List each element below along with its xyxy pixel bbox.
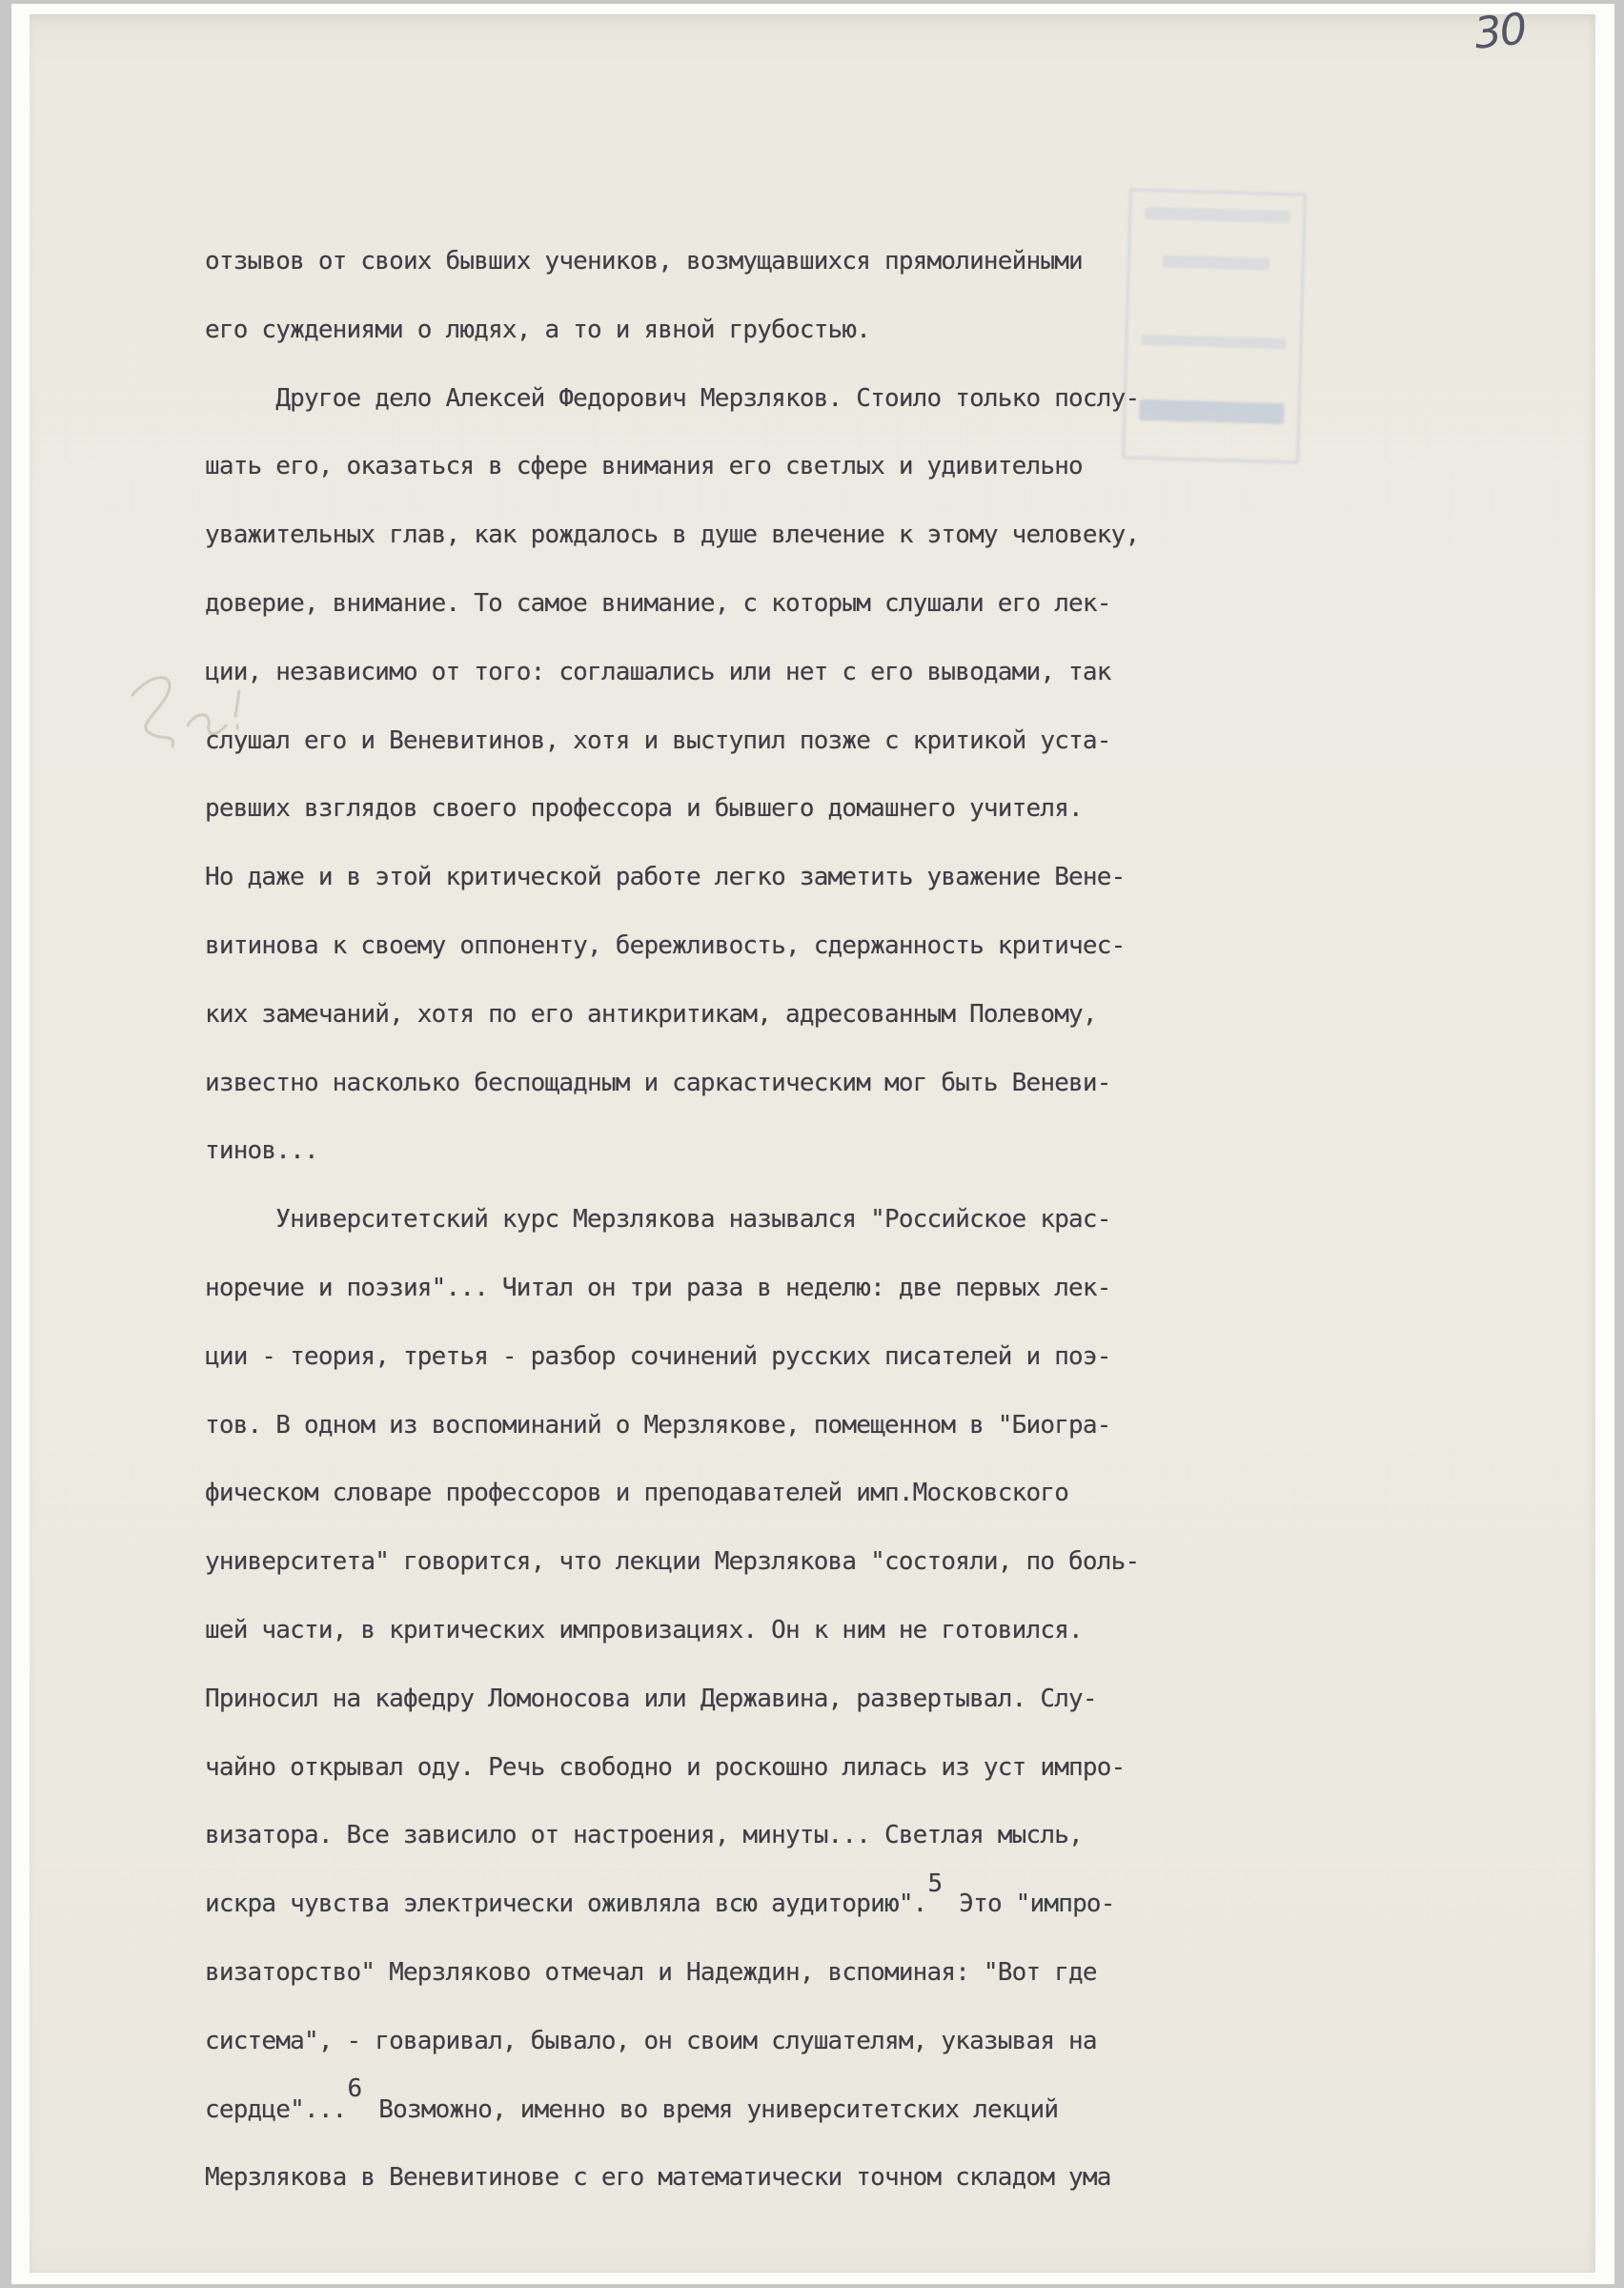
- text-line: норечие и поэзия"... Читал он три раза в неделю: две первых лек-: [205, 1273, 1111, 1302]
- text-line: известно насколько беспощадным и саркастическим мог быть Веневи-: [205, 1068, 1111, 1097]
- text-line: ции, независимо от того: соглашались или нет с его выводами, так: [205, 657, 1111, 686]
- page-number: 30: [1472, 3, 1528, 59]
- text-line: Мерзлякова в Веневитинове с его математически точном складом ума: [205, 2163, 1111, 2193]
- text-line: система", - говаривал, бывало, он своим слушателям, указывая на: [205, 2026, 1097, 2055]
- text-line: тинов...: [205, 1136, 318, 1166]
- text-line: визаторство" Мерзляково отмечал и Надеждин, вспоминая: "Вот где: [205, 1957, 1097, 1987]
- text-line: сердце"...6 Возможно, именно во время университетских лекций: [205, 2074, 1059, 2124]
- text-line: ревших взглядов своего профессора и бывшего домашнего учителя.: [205, 794, 1083, 824]
- archive-stamp: [1122, 188, 1307, 463]
- text-line: ких замечаний, хотя по его антикритикам, адресованным Полевому,: [205, 999, 1097, 1029]
- text-line: университета" говорится, что лекции Мерзлякова "состояли, по боль-: [205, 1547, 1140, 1577]
- text-line: слушал его и Веневитинов, хотя и выступил позже с критикой уста-: [205, 725, 1111, 755]
- text-line: тов. В одном из воспоминаний о Мерзлякове, помещенном в "Биогра-: [205, 1410, 1111, 1440]
- stamp-line: [1141, 335, 1286, 349]
- footnote-marker: 5: [927, 1869, 943, 1898]
- text-line: Приносил на кафедру Ломоносова или Державина, развертывал. Слу-: [205, 1684, 1097, 1713]
- text-line: его суждениями о людях, а то и явной грубостью.: [205, 315, 871, 344]
- text-line: искра чувства электрически оживляла всю аудиторию".5 Это "импро-: [205, 1869, 1115, 1919]
- text-line: Университетский курс Мерзлякова назывался "Российское крас-: [205, 1205, 1111, 1235]
- text-line: ции - теория, третья - разбор сочинений русских писателей и поэ-: [205, 1341, 1111, 1371]
- typewritten-text: [205, 228, 1140, 2213]
- text-line: уважительных глав, как рождалось в душе влечение к этому человеку,: [205, 521, 1140, 550]
- text-line: чайно открывал оду. Речь свободно и роскошно лилась из уст импро-: [205, 1752, 1126, 1782]
- text-line: визатора. Все зависило от настроения, минуты... Светлая мысль,: [205, 1821, 1083, 1850]
- text-line: Другое дело Алексей Федорович Мерзляков. Стоило только послу-: [205, 383, 1140, 413]
- footnote-marker: 6: [347, 2074, 362, 2104]
- stamp-line: [1145, 207, 1289, 223]
- text-line: отзывов от своих бывших учеников, возмущавшихся прямолинейными: [205, 247, 1083, 276]
- stamp-line: [1163, 255, 1269, 270]
- paper-sheet: [30, 14, 1595, 2273]
- text-line: шать его, оказаться в сфере внимания его светлых и удивительно: [205, 452, 1083, 481]
- stamp-line: [1139, 399, 1285, 424]
- text-line: доверие, внимание. То самое внимание, с которым слушали его лек-: [205, 588, 1111, 618]
- text-line: фическом словаре профессоров и преподавателей имп.Московского: [205, 1479, 1069, 1508]
- text-line: витинова к своему оппоненту, бережливость, сдержанность критичес-: [205, 930, 1126, 960]
- text-line: Но даже и в этой критической работе легко заметить уважение Вене-: [205, 863, 1126, 892]
- text-line: шей части, в критических импровизациях. Он к ним не готовился.: [205, 1615, 1083, 1644]
